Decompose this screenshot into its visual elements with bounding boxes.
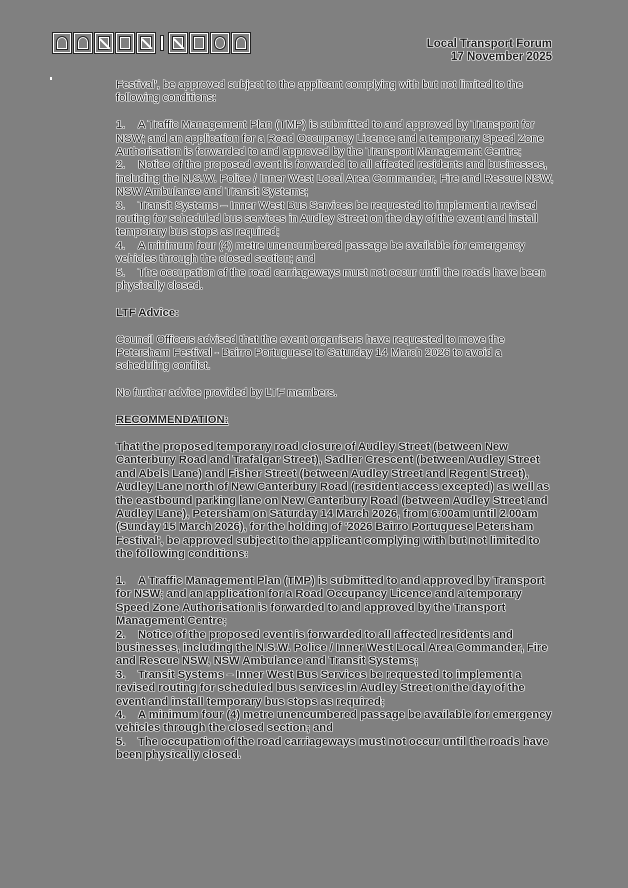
first-conditions-list [116, 119, 556, 293]
logo-letter-w-icon [169, 33, 187, 53]
document-body [116, 79, 556, 763]
recommendation-heading: RECOMMENDATION: [116, 414, 229, 427]
condition-item: 3. Transit Systems – Inner West Bus Services be requested to implement a revised routing for scheduled bus services in Audley Street on the day of the event and install temporary bus stops as required; [116, 668, 525, 708]
continuation-text: Festival', be approved subject to the applicant complying with but not limited to the following conditions: [116, 79, 523, 105]
condition-item: 5. The occupation of the road carriageways must not occur until the roads have been physically closed. [116, 735, 549, 762]
logo-letter-e-icon [116, 33, 134, 53]
condition-item: 2. Notice of the proposed event is forwarded to all affected residents and businesses, including the N.S.W. Police / Inner West Local Area Commander, Fire and Rescue NSW, NSW Ambulance and Transit Systems; [116, 159, 554, 199]
inner-west-logo [53, 33, 250, 55]
logo-letter-s-icon [211, 33, 229, 53]
logo-spacer [158, 33, 166, 53]
forum-title: Local Transport Forum [426, 38, 552, 50]
margin-mark [50, 77, 52, 80]
logo-letter-e2-icon [190, 33, 208, 53]
logo-letter-n-icon [74, 33, 92, 53]
condition-item: 3. Transit Systems – Inner West Bus Services be requested to implement a revised routing for scheduled bus services in Audley Street on the day of the event and install temporary bus stops as required; [116, 199, 538, 239]
condition-item: 5. The occupation of the road carriageways must not occur until the roads have been physically closed. [116, 266, 546, 293]
meeting-date: 17 November 2025 [450, 51, 552, 63]
condition-item: 2. Notice of the proposed event is forwarded to all affected residents and businesses, including the N.S.W. Police / Inner West Local Area Commander, Fire and Rescue NSW, NSW Ambulance and Transit Systems; [116, 628, 548, 668]
condition-item: 1. A Traffic Management Plan (TMP) is submitted to and approved by Transport for NSW; and an application for a Road Occupancy Licence and a temporary Speed Zone Authorisation is forwarded to and approved by the Transport Management Centre; [116, 119, 544, 159]
logo-letter-i-icon [53, 33, 71, 53]
recommendation-intro: That the proposed temporary road closure of Audley Street (between New Canterbury Road and Trafalgar Street), Sadlier Crescent (between Audley Street and Abels Lane) and Fisher Street (between Audley Street and Regent Street), Audley Lane north of New Canterbury Road (resident access excepted) as well as the eastbound parking lane on New Canterbury Road (between Audley Street and Audley Lane), Petersham on Saturday 14 March 2026, from 6:00am until 2.00am (Sunday 15 March 2026), for the holding of '2026 Bairro Portuguese Petersham Festival', be approved subject to the applicant complying with but not limited to the following conditions: [116, 440, 550, 561]
recommendation-conditions-list [116, 575, 556, 763]
condition-item: 1. A Traffic Management Plan (TMP) is submitted to and approved by Transport for NSW; and an application for a Road Occupancy Licence and a temporary Speed Zone Authorisation is forwarded to and approved by the Transport Management Centre; [116, 574, 545, 628]
ltf-advice-paragraph: Council Officers advised that the event organisers have requested to move the Petersham Festival - Bairro Portuguese to Saturday 14 March 2026 to avoid a scheduling conflict. [116, 333, 505, 373]
condition-item: 4. A minimum four (4) metre unencumbered passage be available for emergency vehicles through the closed section; and [116, 708, 552, 735]
logo-letter-r-icon [137, 33, 155, 53]
ltf-advice-note: No further advice provided by LTF members. [116, 387, 338, 400]
ltf-advice-heading: LTF Advice: [116, 306, 179, 319]
condition-item: 4. A minimum four (4) metre unencumbered passage be available for emergency vehicles through the closed section; and [116, 239, 525, 266]
document-header [427, 38, 552, 64]
logo-letter-n2-icon [95, 33, 113, 53]
logo-letter-t-icon [232, 33, 250, 53]
